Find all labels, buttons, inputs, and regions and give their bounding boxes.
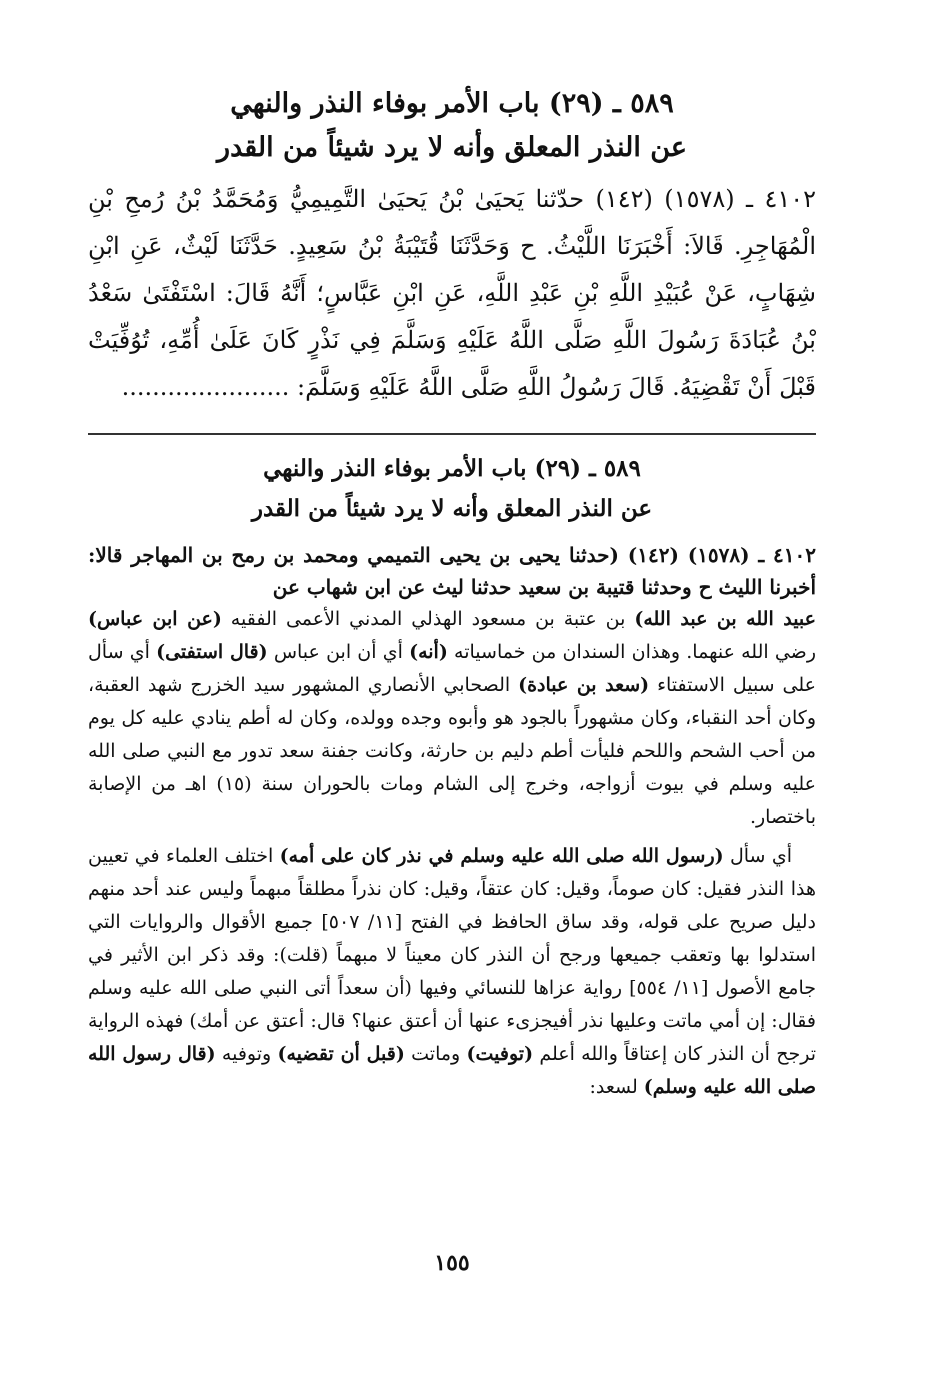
- commentary-text: وماتت: [404, 1043, 467, 1065]
- page-number: ١٥٥: [434, 1250, 470, 1276]
- commentary-text: لسعد:: [589, 1076, 644, 1098]
- sharh-paragraph-1: [88, 603, 816, 834]
- commentary-text: أي سأل على سبيل الاستفتاء: [88, 641, 816, 696]
- chapter-title-line-1: ٥٨٩ ـ (٢٩) باب الأمر بوفاء النذر والنهي: [230, 88, 674, 119]
- commentary-text: الصحابي الأنصاري المشهور سيد الخزرج شهد العقبة، وكان أحد النقباء، وكان مشهوراً بالجود هو وأبوه وجده وولده، وكان له أطم ينادي عليه كل يوم من أحب الشحم واللحم فليأت أطم دليم بن حارثة، وكانت جفنة سعد تدور مع النبي صلى الله عليه وسلم في بيوت أزواجه، وخرج إلى الشام ومات بالحوران سنة (١٥) اهـ من الإصابة باختصار.: [88, 674, 816, 828]
- bold-quote: (قال رسول الله صلى الله عليه وسلم): [88, 1043, 816, 1098]
- bold-quote: (قال استفتى): [156, 641, 268, 663]
- commentary-text: بن عتبة بن مسعود الهذلي المدني الأعمى الفقيه: [221, 608, 635, 630]
- commentary-text: أي سأل: [723, 845, 792, 867]
- commentary-text: رضي الله عنهما. وهذان السندان من خماسياته: [447, 641, 816, 663]
- sharh-isnad-heading: ٤١٠٢ ـ (١٥٧٨) (١٤٢) (حدثنا يحيى بن يحيى التميمي ومحمد بن رمح بن المهاجر قالا: أخبرنا الليث ح وحدثنا قتيبة بن سعيد حدثنا ليث عن ابن شهاب عن: [88, 543, 816, 599]
- chapter-title-line-2: عن النذر المعلق وأنه لا يرد شيئاً من القدر: [217, 132, 687, 163]
- hadith-matn: ٤١٠٢ ـ (١٥٧٨) (١٤٢) حدّثنا يَحيَىٰ بْنُ يَحيَىٰ التَّمِيمِيُّ وَمُحَمَّدُ بْنُ رُمحِ بْنِ الْمُهَاجِرِ. قَالاَ: أَخْبَرَنَا اللَّيْثُ. ح وَحَدَّثَنَا قُتَيْبَةُ بْنُ سَعِيدٍ. حَدَّثَنَا لَيْثٌ، عَنِ ابْنِ شِهَابٍ، عَنْ عُبَيْدِ اللَّهِ بْنِ عَبْدِ اللَّهِ، عَنِ ابْنِ عَبَّاسٍ؛ أَنَّهُ قَالَ: اسْتَفْتَىٰ سَعْدُ بْنُ عُبَادَةَ رَسُولَ اللَّهِ صَلَّى اللَّهُ عَلَيْهِ وَسَلَّمَ فِي نَذْرٍ كَانَ عَلَىٰ أُمِّهِ، تُوُفِّيَتْ قَبْلَ أَنْ تَقْضِيَهُ. قَالَ رَسُولُ اللَّهِ صَلَّى اللَّهُ عَلَيْهِ وَسَلَّمَ: ......................: [88, 185, 817, 401]
- commentary-text: وتوفيه: [215, 1043, 278, 1065]
- bold-quote: (أنه): [409, 641, 448, 663]
- commentary-text: اختلف العلماء في تعيين هذا النذر فقيل: كان صوماً، وقيل: كان عتقاً، وقيل: كان نذراً مطلقاً مبهماً وليس عند أحد منهم دليل صريح على قوله، وقد ساق الحافظ في الفتح [١١/ ٥٠٧] جميع الأقوال والروايات التي استدلوا بها وتعقب جميعها ورجح أن النذر كان معيناً لا مبهماً (قلت): وقد ذكر ابن الأثير في جامع الأصول [١١/ ٥٥٤] رواية عزاها للنسائي وفيها (أن سعداً أتى النبي صلى الله عليه وسلم فقال: إن أمي ماتت وعليها نذر أفيجزىء عنها أن أعتق عنها؟ قال: أعتق عن أمك) فهذه الرواية ترجح أن النذر كان إعتاقاً والله أعلم: [88, 845, 816, 1065]
- bold-quote: عبيد الله بن عبد الله): [634, 608, 817, 630]
- commentary-text: أي أن ابن عباس: [267, 641, 410, 663]
- bold-quote: (عن ابن عباس): [88, 608, 222, 630]
- bold-quote: (قبل أن تقضيه): [277, 1043, 405, 1065]
- book-page: [88, 70, 816, 1360]
- sharh-title-line-2: عن النذر المعلق وأنه لا يرد شيئاً من القدر: [251, 495, 653, 522]
- section-divider: [88, 433, 816, 435]
- bold-quote: (رسول الله صلى الله عليه وسلم في نذر كان على أمه): [279, 845, 724, 867]
- bold-quote: (سعد بن عبادة): [518, 674, 650, 696]
- sharh-paragraph-2: [88, 840, 816, 1104]
- bold-quote: (توفيت): [466, 1043, 534, 1065]
- sharh-title-line-1: ٥٨٩ ـ (٢٩) باب الأمر بوفاء النذر والنهي: [263, 455, 641, 482]
